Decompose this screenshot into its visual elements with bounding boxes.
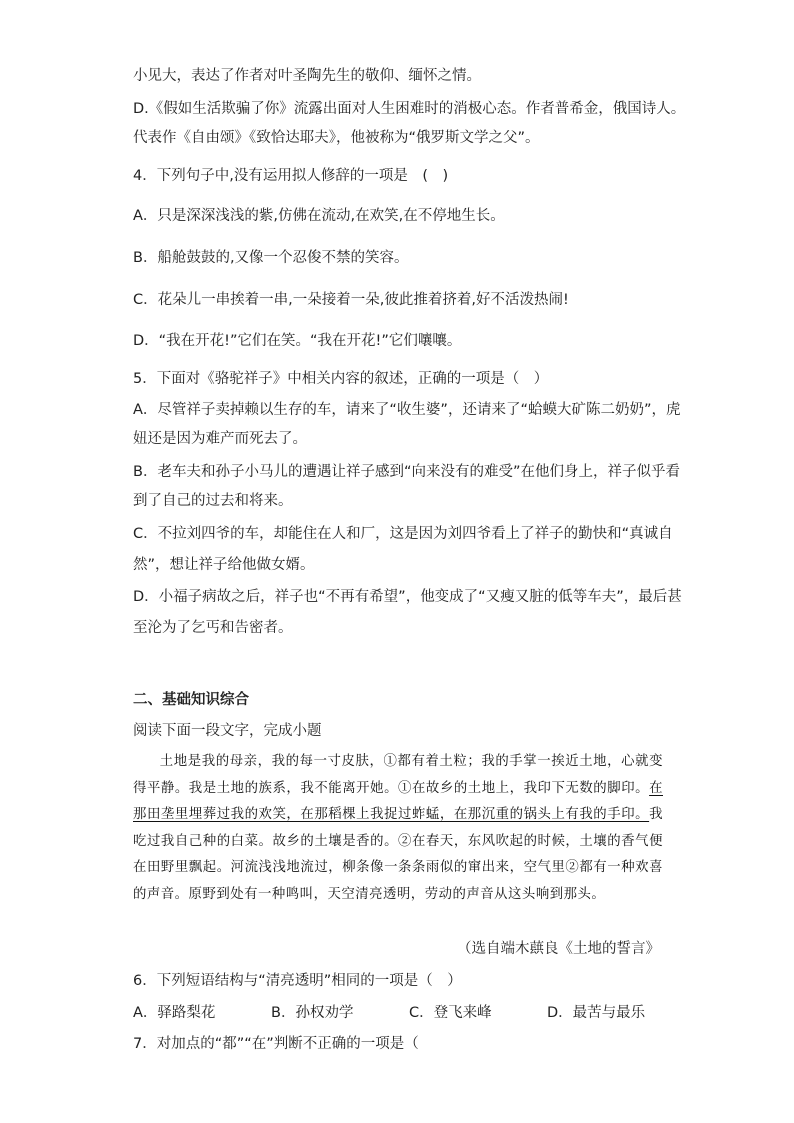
q6-option-d: D．最苦与最乐 — [547, 1005, 646, 1021]
q3-option-d-line2: 代表作《自由颂》《致恰达耶夫》，他被称为“俄罗斯文学之父”。 — [133, 130, 540, 146]
q5-option-b-line2: 到了自己的过去和将来。 — [133, 493, 293, 509]
q3-option-c-tail: 小见大，表达了作者对叶圣陶先生的敬仰、缅怀之情。 — [133, 68, 481, 84]
q4-option-b: B．船舱鼓鼓的,又像一个忍俊不禁的笑容。 — [133, 250, 409, 266]
q5-stem: 5．下面对《骆驼祥子》中相关内容的叙述，正确的一项是（ ） — [133, 371, 549, 387]
passage-source: （选自端木蕻良《土地的誓言》 — [457, 941, 660, 957]
q5-option-b-line1: B．老车夫和孙子小马儿的遭遇让祥子感到“向来没有的难受”在他们身上，祥子似乎看 — [133, 464, 680, 480]
q5-option-a-line1: A．尽管祥子卖掉赖以生存的车，请来了“收生婆”，还请来了“蛤蟆大矿陈二奶奶”，虎 — [133, 402, 681, 418]
q6-option-b: B．孙权劝学 — [271, 1005, 354, 1021]
q4-option-d: D．“我在开花!”它们在笑。“我在开花!”它们嚷嚷。 — [133, 333, 462, 349]
q6-stem: 6．下列短语结构与“清亮透明”相同的一项是（ ） — [133, 973, 462, 989]
q6-option-a: A．驿路梨花 — [133, 1005, 216, 1021]
q5-option-a-line2: 妞还是因为难产而死去了。 — [133, 431, 307, 447]
passage-text-1: 土地是我的母亲，我的每一寸皮肤，①都有着土粒；我的手掌一挨近土地，心就变得平静。我是土地的族系，我不能离开她。①在故乡的土地上，我印下无数的脚印。 — [133, 754, 663, 796]
q4-option-a: A．只是深深浅浅的紫,仿佛在流动,在欢笑,在不停地生长。 — [133, 208, 505, 224]
q4-option-c: C．花朵儿一串挨着一串,一朵接着一朵,彼此推着挤着,好不活泼热闹! — [133, 292, 569, 308]
q5-option-c-line2: 然”，想让祥子给他做女婿。 — [133, 557, 315, 573]
q3-option-d-line1: D.《假如生活欺骗了你》流露出面对人生困难时的消极心态。作者普希金，俄国诗人。 — [133, 101, 686, 117]
q5-option-d-line1: D．小福子病故之后，祥子也“不再有希望”，他变成了“又瘦又脏的低等车夫”，最后甚 — [133, 589, 682, 605]
passage-text-2: 我吃过我自己种的白菜。故乡的土壤是香的。②在春天，东风吹起的时候，土壤的香气便在田野里飘起。河流浅浅地流过，柳条像一条条雨似的窜出来，空气里②都有一种欢喜的声音。原野到处有一种鸣叫，天空清亮透明，劳动的声音从这头响到那头。 — [133, 807, 663, 902]
section-instruction: 阅读下面一段文字，完成小题 — [133, 723, 322, 739]
q6-option-c: C．登飞来峰 — [409, 1005, 492, 1021]
q4-stem: 4．下列句子中,没有运用拟人修辞的一项是 ( ) — [133, 168, 449, 184]
passage-underlined-sentence: 在那田垄里埋葬过我的欢笑，在那稻棵上我捉过蚱蜢，在那沉重的锅头上有我的手印。 — [133, 780, 663, 823]
section-heading: 二、基础知识综合 — [133, 692, 249, 708]
q5-option-c-line1: C．不拉刘四爷的车，却能住在人和厂，这是因为刘四爷看上了祥子的勤快和“真诚自 — [133, 526, 673, 542]
q5-option-d-line2: 至沦为了乞丐和告密者。 — [133, 620, 293, 636]
q7-stem: 7．对加点的“都”“在”判断不正确的一项是（ — [133, 1036, 419, 1052]
reading-passage — [133, 749, 663, 909]
